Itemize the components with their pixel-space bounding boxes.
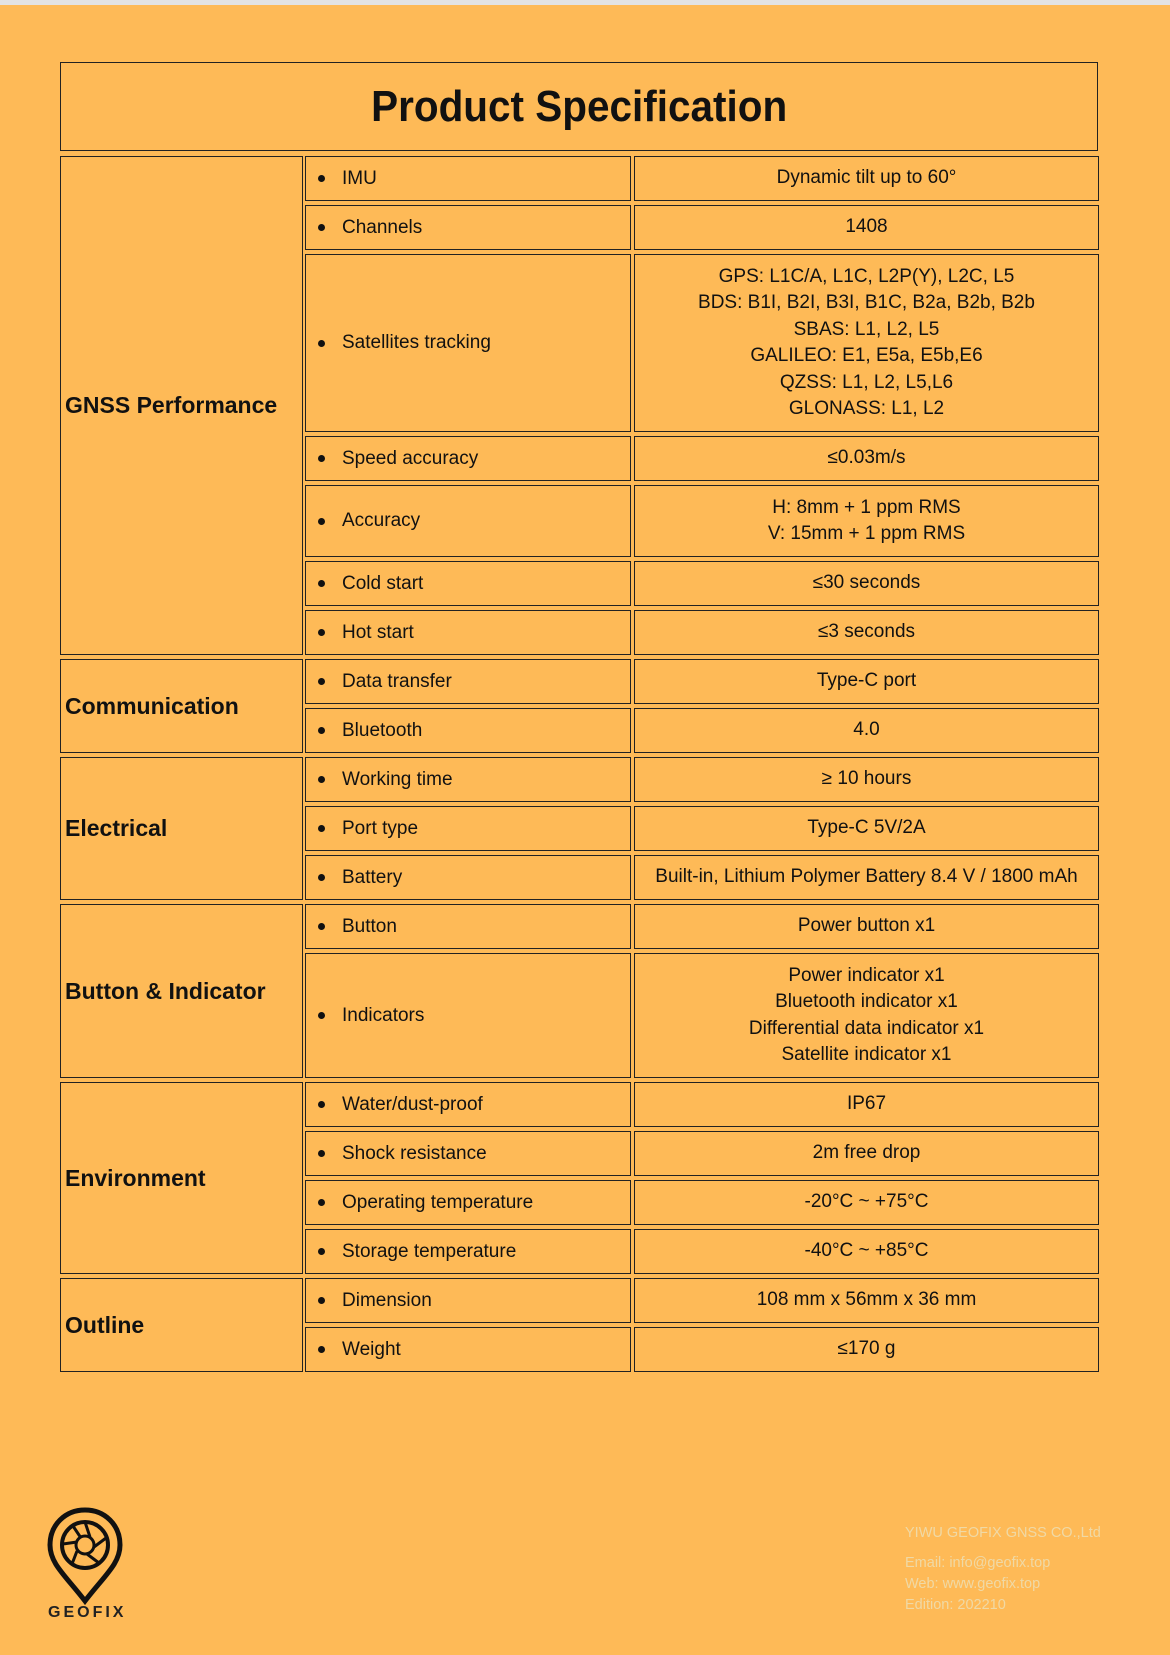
bullet-icon (318, 224, 325, 231)
spec-feature-cell (305, 1229, 631, 1274)
bullet-icon (318, 678, 325, 685)
spec-feature-cell (305, 953, 631, 1078)
bullet-icon (318, 1199, 325, 1206)
bullet-icon (318, 727, 325, 734)
spec-value-line: Type-C 5V/2A (807, 817, 926, 839)
geofix-logo-icon (46, 1506, 124, 1606)
spec-value-cell (634, 1082, 1099, 1127)
spec-feature-label: Shock resistance (342, 1142, 487, 1164)
footer-contact (905, 1523, 1101, 1616)
bullet-icon (318, 340, 325, 347)
spec-value-cell (634, 1278, 1099, 1323)
spec-value-line: 108 mm x 56mm x 36 mm (756, 1289, 977, 1311)
spec-value-cell (634, 806, 1099, 851)
bullet-icon (318, 1012, 325, 1019)
title-header (60, 62, 1098, 151)
spec-value-line: H: 8mm + 1 ppm RMS (772, 496, 961, 518)
spec-value-cell (634, 1229, 1099, 1274)
footer-email: Email: info@geofix.top (905, 1555, 1051, 1571)
spec-value-line: ≤0.03m/s (827, 447, 906, 469)
bullet-icon (318, 1248, 325, 1255)
spec-value-line: GLONASS: L1, L2 (788, 398, 945, 419)
spec-value-line: ≥ 10 hours (821, 768, 912, 790)
spec-value-line: GPS: L1C/A, L1C, L2P(Y), L2C, L5 (718, 265, 1015, 287)
spec-feature-label: Button (342, 915, 397, 937)
spec-feature-cell (305, 855, 631, 900)
spec-category-label: GNSS Performance (65, 392, 278, 418)
spec-category-cell (60, 1278, 303, 1372)
spec-feature-label: Accuracy (342, 510, 421, 531)
spec-value-cell (634, 659, 1099, 704)
spec-feature-cell (305, 806, 631, 851)
spec-value-line: 2m free drop (812, 1142, 921, 1164)
spec-value-line: Power indicator x1 (788, 964, 945, 986)
spec-value-cell (634, 254, 1099, 432)
spec-value-cell (634, 953, 1099, 1078)
spec-value-line: GALILEO: E1, E5a, E5b,E6 (750, 345, 983, 366)
spec-value-cell (634, 610, 1099, 655)
spec-feature-cell (305, 1278, 631, 1323)
spec-value-line: -40°C ~ +85°C (804, 1240, 929, 1262)
spec-feature-label: Dimension (342, 1289, 432, 1311)
spec-value-line: Satellite indicator x1 (781, 1044, 952, 1065)
spec-feature-label: Working time (342, 768, 453, 790)
spec-value-cell (634, 436, 1099, 481)
bullet-icon (318, 629, 325, 636)
spec-value-cell (634, 708, 1099, 753)
spec-value-line: IP67 (846, 1093, 887, 1115)
spec-value-line: QZSS: L1, L2, L5,L6 (779, 371, 954, 393)
spec-feature-label: Data transfer (342, 670, 452, 692)
spec-value-line: ≤30 seconds (812, 572, 921, 594)
spec-feature-cell (305, 436, 631, 481)
spec-feature-cell (305, 659, 631, 704)
spec-feature-label: Bluetooth (342, 719, 423, 741)
spec-value-cell (634, 855, 1099, 900)
spec-feature-cell (305, 1180, 631, 1225)
spec-feature-cell (305, 1082, 631, 1127)
spec-value-line: -20°C ~ +75°C (804, 1191, 929, 1213)
spec-feature-cell (305, 254, 631, 432)
spec-feature-cell (305, 1131, 631, 1176)
spec-value-line: V: 15mm + 1 ppm RMS (767, 523, 966, 544)
spec-category-label: Outline (65, 1311, 145, 1338)
spec-category-cell (60, 757, 303, 900)
spec-value-line: Type-C port (816, 670, 917, 692)
bullet-icon (318, 518, 325, 525)
bullet-icon (318, 455, 325, 462)
spec-value-line: 1408 (845, 216, 888, 238)
spec-feature-label: Operating temperature (342, 1191, 534, 1213)
spec-feature-label: Water/dust-proof (342, 1093, 483, 1115)
spec-feature-cell (305, 708, 631, 753)
bullet-icon (318, 923, 325, 930)
spec-value-cell (634, 205, 1099, 250)
spec-category-label: Button & Indicator (65, 977, 266, 1004)
footer-edition: Edition: 202210 (905, 1597, 1006, 1613)
footer-web: Web: www.geofix.top (905, 1576, 1041, 1592)
spec-feature-label: Battery (342, 866, 403, 888)
bullet-icon (318, 776, 325, 783)
spec-value-cell (634, 757, 1099, 802)
spec-category-cell (60, 1082, 303, 1274)
spec-category-cell (60, 659, 303, 753)
spec-feature-label: Channels (342, 216, 423, 238)
spec-value-cell (634, 904, 1099, 949)
spec-feature-label: Hot start (342, 621, 414, 643)
bullet-icon (318, 874, 325, 881)
bullet-icon (318, 175, 325, 182)
spec-value-line: SBAS: L1, L2, L5 (793, 318, 940, 340)
top-edge (0, 0, 1170, 5)
spec-feature-label: Weight (342, 1338, 401, 1360)
spec-value-line: ≤3 seconds (817, 621, 916, 643)
spec-value-line: Bluetooth indicator x1 (775, 991, 958, 1012)
bullet-icon (318, 580, 325, 587)
spec-value-line: Differential data indicator x1 (748, 1017, 985, 1039)
spec-value-line: Built-in, Lithium Polymer Battery 8.4 V / 1800 mAh (655, 866, 1078, 888)
bullet-icon (318, 1150, 325, 1157)
spec-value-cell (634, 485, 1099, 557)
spec-feature-cell (305, 757, 631, 802)
spec-value-line: Power button x1 (797, 915, 936, 937)
spec-feature-cell (305, 610, 631, 655)
spec-feature-label: Satellites tracking (342, 332, 491, 353)
spec-value-cell (634, 561, 1099, 606)
spec-feature-cell (305, 561, 631, 606)
spec-value-cell (634, 1180, 1099, 1225)
spec-value-cell (634, 1327, 1099, 1372)
spec-category-label: Communication (65, 692, 239, 719)
spec-feature-cell (305, 156, 631, 201)
spec-feature-label: Indicators (342, 1004, 425, 1026)
spec-value-cell (634, 1131, 1099, 1176)
spec-value-line: Dynamic tilt up to 60° (776, 167, 957, 189)
spec-feature-label: IMU (342, 167, 377, 189)
spec-value-line: ≤170 g (837, 1338, 896, 1360)
spec-category-cell (60, 904, 303, 1078)
bullet-icon (318, 1346, 325, 1353)
spec-feature-cell (305, 904, 631, 949)
bullet-icon (318, 825, 325, 832)
logo-wordmark: GEOFIX (48, 1604, 127, 1621)
spec-feature-cell (305, 485, 631, 557)
spec-feature-label: Speed accuracy (342, 447, 479, 469)
spec-value-line: 4.0 (853, 719, 880, 741)
page-title: Product Specification (370, 81, 788, 131)
spec-feature-label: Storage temperature (342, 1240, 517, 1262)
spec-feature-cell (305, 205, 631, 250)
bullet-icon (318, 1297, 325, 1304)
spec-value-cell (634, 156, 1099, 201)
spec-feature-label: Cold start (342, 572, 424, 594)
spec-category-label: Environment (65, 1164, 206, 1191)
spec-feature-label: Port type (342, 817, 419, 839)
bullet-icon (318, 1101, 325, 1108)
footer-company: YIWU GEOFIX GNSS CO.,Ltd (905, 1525, 1101, 1541)
spec-feature-cell (305, 1327, 631, 1372)
spec-category-cell (60, 156, 303, 655)
spec-category-label: Electrical (65, 815, 168, 841)
spec-value-line: BDS: B1I, B2I, B3I, B1C, B2a, B2b, B2b (698, 292, 1035, 313)
